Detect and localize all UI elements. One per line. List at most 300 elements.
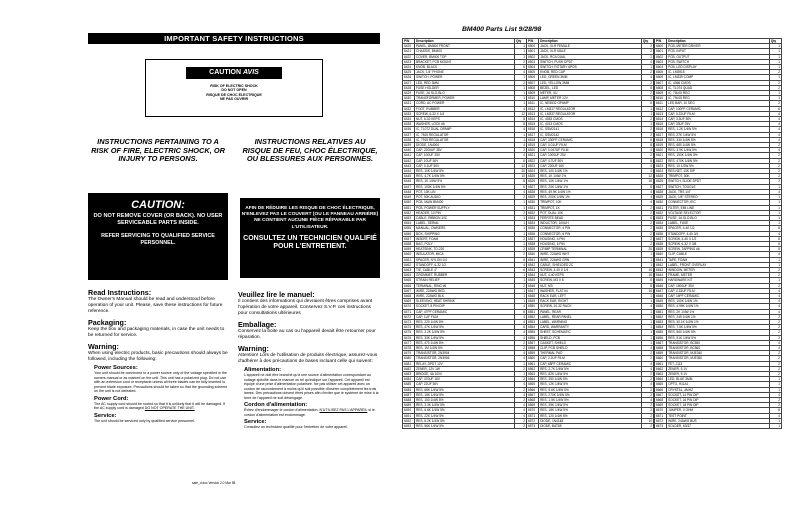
- quantity-cell: 2: [769, 361, 781, 366]
- description-cell: VOLTAGE SELECTOR: [667, 210, 770, 215]
- part-number-cell: 6621: [655, 153, 667, 158]
- description-cell: FET, J113: [667, 361, 770, 366]
- description-cell: HOUSING, 4 PIN: [539, 236, 642, 241]
- quantity-cell: 2: [641, 377, 653, 382]
- description-cell: CAP, 0.1UF 50V: [415, 163, 515, 168]
- quantity-cell: 4: [515, 314, 527, 319]
- quantity-cell: 16: [641, 267, 653, 272]
- part-number-cell: 6438: [403, 137, 415, 142]
- quantity-cell: 2: [641, 70, 653, 75]
- part-number-cell: 6434: [403, 117, 415, 122]
- quantity-cell: 4: [769, 392, 781, 397]
- quantity-cell: 1: [769, 184, 781, 189]
- quantity-cell: 8: [641, 158, 653, 163]
- quantity-cell: 1: [641, 299, 653, 304]
- part-number-cell: 6531: [527, 205, 539, 210]
- quantity-cell: 2: [641, 413, 653, 418]
- quantity-cell: 4: [515, 143, 527, 148]
- part-number-cell: 6461: [403, 257, 415, 262]
- part-number-cell: 6637: [655, 236, 667, 241]
- description-cell: SCREW, 6-32 X 1/4: [415, 111, 515, 116]
- quantity-cell: 4: [515, 304, 527, 309]
- description-cell: KNOB, RED CAP: [539, 70, 642, 75]
- description-cell: CAP, 4.7UF 50V: [539, 158, 642, 163]
- description-cell: PCB, SWITCH: [667, 59, 770, 64]
- quantity-cell: 4: [515, 330, 527, 335]
- part-number-cell: 6652: [655, 314, 667, 319]
- quantity-cell: 4: [769, 293, 781, 298]
- description-cell: RES, 2K 1/4W 1%: [667, 309, 770, 314]
- quantity-cell: 6: [515, 184, 527, 189]
- description-cell: RES, 100K 1/4W 5%: [415, 184, 515, 189]
- quantity-cell: 2: [515, 80, 527, 85]
- part-number-cell: 6504: [527, 65, 539, 70]
- part-number-cell: 6480: [403, 356, 415, 361]
- description-cell: THERMAL PAD: [539, 351, 642, 356]
- part-number-cell: 6617: [655, 132, 667, 137]
- quantity-cell: 4: [769, 127, 781, 132]
- part-number-cell: 6527: [527, 184, 539, 189]
- quantity-cell: 2: [641, 117, 653, 122]
- quantity-cell: 2: [515, 195, 527, 200]
- quantity-cell: 1: [515, 75, 527, 80]
- part-number-cell: 6506: [527, 75, 539, 80]
- part-number-cell: 6573: [527, 424, 539, 429]
- description-cell: RES, 6.8K 1/4W 5%: [415, 408, 515, 413]
- quantity-cell: 2: [769, 158, 781, 163]
- description-cell: RES, 68K 1/4W 5%: [415, 387, 515, 392]
- part-number-cell: 6469: [403, 299, 415, 304]
- description-cell: WIRE, 22AWG RED: [415, 288, 515, 293]
- part-number-cell: 6669: [655, 403, 667, 408]
- description-cell: RES, 5.6K 1/4W 5%: [539, 387, 642, 392]
- part-number-cell: 6483: [403, 372, 415, 377]
- part-number-cell: 6491: [403, 413, 415, 418]
- parts-list-title: BM400 Parts List 9/28/98: [462, 26, 542, 33]
- quantity-cell: 1: [769, 54, 781, 59]
- quantity-cell: 2: [769, 101, 781, 106]
- part-number-cell: 6442: [403, 158, 415, 163]
- french-instructions: Veuillez lire le manuel: Il contient des informations qui devraient êtres comprises avant l'opération de votre appareil. Conservez S.V.P. ces instructions pour consultations ultérieures Emballage: Conservez la boite au cas ou l'appareil devait être retourner pour réparation. Warning: Attention! Lors de l'utilisation de produits électrique, assurez-vous d'adhérer à des précautions de bases incluant celle qui suivent: Alimentation: L'appareil ne doit être branché qu'à une source d'alimentation correspondant au voltage spécifié dans le manuel ou tel qu'indiqué sur l'appareil. Cet appareil est équipé d'une prise d'alimentation polarisée. Ne pas utiliser cet appareil avec un cordon de raccordement à moins qu'il soit possible d'insérer complètement les trois lames. Des précautions doivent êtres prises afin d'eviter que le système de mise à la terre de l'appareil ne soit désengagé. Cordon d'alimentation: Évitez d'endommager le cordon d'alimentation. N'UTILISEZ PAS L'APPAREIL si le cordon d'alimentation est endommagé. Service: Consultez un technicien qualifié pour l'entretien de votre appareil.: [238, 290, 379, 429]
- part-number-cell: 6615: [655, 122, 667, 127]
- part-number-cell: 6645: [655, 278, 667, 283]
- description-cell: RES, 1K 1/4W 1%: [539, 174, 642, 179]
- quantity-cell: 8: [641, 85, 653, 90]
- quantity-cell: 4: [515, 351, 527, 356]
- part-number-cell: 6528: [527, 189, 539, 194]
- quantity-cell: 4: [515, 189, 527, 194]
- quantity-cell: 2: [515, 418, 527, 423]
- part-number-cell: 6515: [527, 122, 539, 127]
- description-cell: BOX, SHIPPING: [415, 231, 515, 236]
- description-cell: RES, 27K 1/4W 5%: [667, 132, 770, 137]
- part-number-cell: 6492: [403, 418, 415, 423]
- description-cell: RES, 470K 1/4W 5%: [667, 158, 770, 163]
- description-cell: JACK, RCA DUAL: [539, 54, 642, 59]
- description-cell: RES, 2.2K 1/4W 5%: [415, 330, 515, 335]
- part-number-cell: 6655: [655, 330, 667, 335]
- description-cell: WINDOW, METER: [667, 267, 770, 272]
- parts-list-page: [402, 20, 782, 492]
- quantity-cell: 1: [769, 75, 781, 80]
- caution-label-box: [145, 59, 323, 117]
- part-number-cell: 6476: [403, 335, 415, 340]
- part-number-cell: 6610: [655, 96, 667, 101]
- quantity-cell: 2: [769, 335, 781, 340]
- part-number-cell: 6608: [655, 85, 667, 90]
- part-number-cell: 6663: [655, 372, 667, 377]
- part-number-cell: 6614: [655, 117, 667, 122]
- description-cell: RES, 100 1/4W 1%: [539, 169, 642, 174]
- quantity-cell: 1: [769, 210, 781, 215]
- part-number-cell: 6451: [403, 205, 415, 210]
- quantity-cell: 1: [515, 361, 527, 366]
- quantity-cell: 8: [641, 143, 653, 148]
- description-cell: BRACKET, PCB MOUNT: [415, 59, 515, 64]
- quantity-cell: 2: [769, 356, 781, 361]
- description-cell: CRYSTAL, 4MHZ: [667, 387, 770, 392]
- description-cell: SHEET, SCHEMATIC: [539, 330, 642, 335]
- part-number-cell: 6549: [527, 299, 539, 304]
- quantity-cell: 8: [641, 283, 653, 288]
- part-number-cell: 6555: [527, 330, 539, 335]
- quantity-cell: 4: [641, 195, 653, 200]
- quantity-cell: 1: [641, 252, 653, 257]
- quantity-cell: 2: [769, 372, 781, 377]
- description-cell: CLIP, PCB SHIELD: [539, 345, 642, 350]
- description-cell: CAP, 3.3UF 50V: [667, 117, 770, 122]
- part-number-cell: 6672: [655, 418, 667, 423]
- part-number-cell: 6625: [655, 174, 667, 179]
- quantity-cell: 1: [769, 262, 781, 267]
- description-cell: CAP, 100UF 25V: [415, 153, 515, 158]
- part-number-cell: 6633: [655, 215, 667, 220]
- description-cell: GASKET, SHIELD: [539, 340, 642, 345]
- part-number-cell: 6503: [527, 59, 539, 64]
- part-number-cell: 6513: [527, 111, 539, 116]
- description-cell: IC, SSM2142: [539, 132, 642, 137]
- description-cell: IC, SSM2141: [539, 127, 642, 132]
- description-cell: RES, 560 1/4W 5%: [667, 330, 770, 335]
- quantity-cell: 2: [641, 153, 653, 158]
- description-cell: INSULATOR, MICA: [415, 252, 515, 257]
- part-number-cell: 6559: [527, 351, 539, 356]
- description-cell: RES, 270K 1/4W 5%: [539, 392, 642, 397]
- quantity-cell: 2: [769, 366, 781, 371]
- part-number-cell: 6520: [527, 148, 539, 153]
- quantity-cell: 2: [641, 205, 653, 210]
- part-number-cell: 6562: [527, 366, 539, 371]
- description-cell: MANUAL, OWNERS: [415, 226, 515, 231]
- quantity-cell: 2: [641, 132, 653, 137]
- part-number-cell: 6532: [527, 210, 539, 215]
- quantity-cell: 1: [515, 278, 527, 283]
- quantity-cell: 2: [769, 153, 781, 158]
- quantity-cell: 2: [641, 44, 653, 49]
- part-number-cell: 6600: [655, 44, 667, 49]
- part-number-cell: 6627: [655, 184, 667, 189]
- part-number-cell: 6553: [527, 319, 539, 324]
- quantity-cell: 20: [641, 247, 653, 252]
- quantity-cell: 1: [769, 382, 781, 387]
- description-cell: TRIMPOT, 10K: [539, 200, 642, 205]
- part-number-cell: 6654: [655, 325, 667, 330]
- part-number-cell: 6479: [403, 351, 415, 356]
- part-number-cell: 6629: [655, 195, 667, 200]
- part-number-cell: 6545: [527, 278, 539, 283]
- part-number-cell: 6477: [403, 340, 415, 345]
- quantity-cell: 4: [769, 117, 781, 122]
- description-cell: CAP, 0.22UF FILM: [667, 111, 770, 116]
- description-cell: RES, 249 1/4W 1%: [667, 314, 770, 319]
- quantity-cell: 2: [769, 85, 781, 90]
- description-cell: TEST POINT: [667, 413, 770, 418]
- part-number-cell: 6460: [403, 252, 415, 257]
- quantity-cell: 6: [769, 241, 781, 246]
- description-cell: IC, 4066 CMOS: [667, 80, 770, 85]
- part-number-cell: 6511: [527, 101, 539, 106]
- part-number-cell: 6626: [655, 179, 667, 184]
- description-cell: NUT, 4-40 KEPS: [539, 273, 642, 278]
- description-cell: TIE, CABLE 4": [415, 267, 515, 272]
- description-cell: LABEL, REAR PANEL: [539, 314, 642, 319]
- description-cell: HEATSINK, TO-220: [415, 247, 515, 252]
- quantity-cell: 4: [769, 288, 781, 293]
- description-cell: WIRE, 24AWG BUS: [667, 418, 770, 423]
- quantity-cell: 2: [641, 387, 653, 392]
- description-cell: RES, 20K 1/4W 1%: [539, 184, 642, 189]
- part-number-cell: 6602: [655, 54, 667, 59]
- part-number-cell: 6484: [403, 377, 415, 382]
- quantity-cell: 4: [769, 252, 781, 257]
- part-number-cell: 6449: [403, 195, 415, 200]
- part-number-cell: 6557: [527, 340, 539, 345]
- quantity-cell: 1: [641, 309, 653, 314]
- quantity-cell: 4: [515, 262, 527, 267]
- description-cell: CAP, 47PF CERAMIC: [415, 309, 515, 314]
- part-number-cell: 6507: [527, 80, 539, 85]
- quantity-cell: 2: [515, 340, 527, 345]
- part-number-cell: 6457: [403, 236, 415, 241]
- quantity-cell: 1: [515, 101, 527, 106]
- description-cell: CAP, 15PF CERAMIC: [667, 293, 770, 298]
- description-cell: CAP, 0.33UF FILM: [667, 288, 770, 293]
- description-cell: TRANSISTOR, BC560: [667, 345, 770, 350]
- description-cell: SWITCH, POWER: [415, 75, 515, 80]
- quantity-cell: 1: [641, 340, 653, 345]
- part-number-cell: 6560: [527, 356, 539, 361]
- description-cell: RES, 1.5K 1/4W 5%: [539, 398, 642, 403]
- description-cell: TAPE, FOAM: [667, 257, 770, 262]
- description-cell: WASHER, LOCK #6: [415, 122, 515, 127]
- quantity-cell: 2: [515, 366, 527, 371]
- quantity-cell: 1: [515, 91, 527, 96]
- description-cell: FUSE, 2A SLO-BLO: [415, 91, 515, 96]
- description-cell: PANEL, BM400 FRONT: [415, 44, 515, 49]
- french-caution-box: AFIN DE RÉDUIRE LES RISQUE DE CHOC ÉLECTRIQUE, N'ENLEVEZ PAS LE COUVERT (OU LE PANNEAU ARRIÈRE) NE CONTIENT AUCUNE PIÈCE RÉPARABLE PAR L'UTILISATEUR. CONSULTEZ UN TECHNICIEN QUALIFIÉ POUR L'ENTRETIENT.: [240, 198, 380, 278]
- description-cell: IC, 4013 CMOS: [539, 122, 642, 127]
- part-number-cell: 6650: [655, 304, 667, 309]
- quantity-cell: 4: [641, 75, 653, 80]
- part-number-cell: 6445: [403, 174, 415, 179]
- description-cell: CHASSIS, BM400: [415, 49, 515, 54]
- quantity-cell: 1: [641, 330, 653, 335]
- quantity-cell: 1: [641, 106, 653, 111]
- part-number-cell: 6550: [527, 304, 539, 309]
- quantity-cell: 10: [515, 174, 527, 179]
- quantity-cell: 2: [769, 330, 781, 335]
- part-number-cell: 6488: [403, 398, 415, 403]
- description-cell: JACK, XLR MALE: [539, 49, 642, 54]
- part-number-cell: 6543: [527, 267, 539, 272]
- description-cell: SWITCH, PUSH DPDT: [539, 59, 642, 64]
- quantity-cell: 1: [769, 65, 781, 70]
- part-number-cell: 6502: [527, 54, 539, 59]
- description-cell: WIRE, 22AWG BLK: [415, 293, 515, 298]
- quantity-cell: 1: [769, 200, 781, 205]
- quantity-cell: 16: [641, 179, 653, 184]
- description-cell: TRANSISTOR, BC550: [667, 340, 770, 345]
- description-cell: RACK EAR, LEFT: [539, 293, 642, 298]
- description-cell: TRIMPOT, 1K: [539, 205, 642, 210]
- quantity-cell: 2: [641, 210, 653, 215]
- quantity-cell: 4: [769, 231, 781, 236]
- description-cell: TRANSISTOR, MJE350: [667, 356, 770, 361]
- quantity-cell: 4: [769, 309, 781, 314]
- quantity-cell: 2: [641, 226, 653, 231]
- part-number-cell: 6644: [655, 273, 667, 278]
- quantity-cell: 2: [641, 392, 653, 397]
- part-number-cell: 6437: [403, 132, 415, 137]
- part-number-cell: 6667: [655, 392, 667, 397]
- part-number-cell: 6519: [527, 143, 539, 148]
- quantity-cell: 1: [515, 293, 527, 298]
- part-number-cell: 6671: [655, 413, 667, 418]
- quantity-cell: 1: [769, 195, 781, 200]
- quantity-cell: 1: [515, 137, 527, 142]
- part-number-cell: 6643: [655, 267, 667, 272]
- quantity-cell: 12: [641, 174, 653, 179]
- part-number-cell: 6432: [403, 106, 415, 111]
- quantity-cell: 2: [641, 96, 653, 101]
- part-number-cell: 6529: [527, 195, 539, 200]
- part-number-cell: 6443: [403, 163, 415, 168]
- description-cell: SHIELD, PCB: [539, 335, 642, 340]
- quantity-cell: 1: [515, 96, 527, 101]
- quantity-cell: 2: [769, 319, 781, 324]
- quantity-cell: 2: [515, 59, 527, 64]
- quantity-cell: 2: [769, 169, 781, 174]
- quantity-cell: 1: [769, 278, 781, 283]
- part-number-cell: 6554: [527, 325, 539, 330]
- part-number-cell: 6540: [527, 252, 539, 257]
- parts-table-col2: [526, 38, 654, 429]
- description-cell: RES, 470 1/4W 5%: [415, 340, 515, 345]
- part-number-cell: 6639: [655, 247, 667, 252]
- description-cell: FUSE, 1A SLO-BLO: [667, 215, 770, 220]
- quantity-cell: 8: [769, 226, 781, 231]
- description-cell: RES, 100K 1/4W 1%: [667, 299, 770, 304]
- part-number-cell: 6425: [403, 70, 415, 75]
- description-cell: IC, TL074 QUAD: [667, 85, 770, 90]
- description-cell: RACK EAR, RIGHT: [539, 299, 642, 304]
- quantity-cell: 1: [641, 335, 653, 340]
- part-number-cell: 6455: [403, 226, 415, 231]
- description-cell: RES, 1M 1/4W 5%: [415, 345, 515, 350]
- quantity-cell: 2: [769, 273, 781, 278]
- description-cell: POT, DUAL 10K: [539, 210, 642, 215]
- part-number-cell: 6489: [403, 403, 415, 408]
- description-cell: STANDOFF, 6-32 1/2: [415, 262, 515, 267]
- part-number-cell: 6542: [527, 262, 539, 267]
- quantity-cell: 2: [515, 247, 527, 252]
- part-number-cell: 6622: [655, 158, 667, 163]
- part-number-cell: 6440: [403, 148, 415, 153]
- part-number-cell: 6673: [655, 424, 667, 429]
- description-cell: KNOB, BLACK: [415, 65, 515, 70]
- description-cell: RES, 220 1/4W 5%: [415, 319, 515, 324]
- quantity-cell: 2: [769, 80, 781, 85]
- description-cell: RES, 10K 1/4W 5%: [415, 169, 515, 174]
- part-number-cell: 6475: [403, 330, 415, 335]
- quantity-cell: 4: [515, 319, 527, 324]
- part-number-cell: 6606: [655, 75, 667, 80]
- description-cell: BRIDGE, 4A 100V: [415, 372, 515, 377]
- quantity-cell: 1: [515, 299, 527, 304]
- quantity-cell: 2: [769, 267, 781, 272]
- table-row: [655, 424, 782, 429]
- part-number-cell: 6538: [527, 241, 539, 246]
- description-cell: SWITCH, ROTARY 6POS: [539, 65, 642, 70]
- description-cell: RES, 33K 1/4W 5%: [415, 335, 515, 340]
- part-number-cell: 6642: [655, 262, 667, 267]
- part-number-cell: 6664: [655, 377, 667, 382]
- part-number-cell: 6662: [655, 366, 667, 371]
- description-cell: CONNECTOR, IEC: [667, 200, 770, 205]
- part-number-cell: 6471: [403, 309, 415, 314]
- description-cell: SCREW, 6-32 X 3/8: [667, 241, 770, 246]
- quantity-cell: 16: [641, 273, 653, 278]
- part-number-cell: 6631: [655, 205, 667, 210]
- part-number-cell: 6641: [655, 257, 667, 262]
- part-number-cell: 6428: [403, 85, 415, 90]
- quantity-cell: 1: [641, 111, 653, 116]
- quantity-cell: 4: [515, 335, 527, 340]
- quantity-cell: 2: [641, 424, 653, 429]
- part-number-cell: 6569: [527, 403, 539, 408]
- table-header-row: P/N Description Qty: [527, 39, 654, 44]
- part-number-cell: 6456: [403, 231, 415, 236]
- description-cell: SCREW, 4-40 X 1/4: [539, 267, 642, 272]
- description-cell: LED, GREEN 3MM: [539, 75, 642, 80]
- description-cell: FILTER, EMI LINE: [667, 205, 770, 210]
- quantity-cell: 6: [769, 408, 781, 413]
- quantity-cell: 4: [769, 111, 781, 116]
- part-number-cell: 6458: [403, 241, 415, 246]
- part-number-cell: 6647: [655, 288, 667, 293]
- quantity-cell: 12: [515, 111, 527, 116]
- description-cell: FOOT, RUBBER: [415, 106, 515, 111]
- quantity-cell: 4: [769, 132, 781, 137]
- part-number-cell: 6473: [403, 319, 415, 324]
- description-cell: CAP, 330PF CERAMIC: [539, 137, 642, 142]
- description-cell: DIODE, 1N4004: [415, 143, 515, 148]
- quantity-cell: 1: [769, 221, 781, 226]
- quantity-cell: 2: [641, 236, 653, 241]
- description-cell: RES, 15K 1/4W 5%: [415, 392, 515, 397]
- part-number-cell: 6659: [655, 351, 667, 356]
- description-cell: RES, 1.2K 1/4W 5%: [667, 127, 770, 132]
